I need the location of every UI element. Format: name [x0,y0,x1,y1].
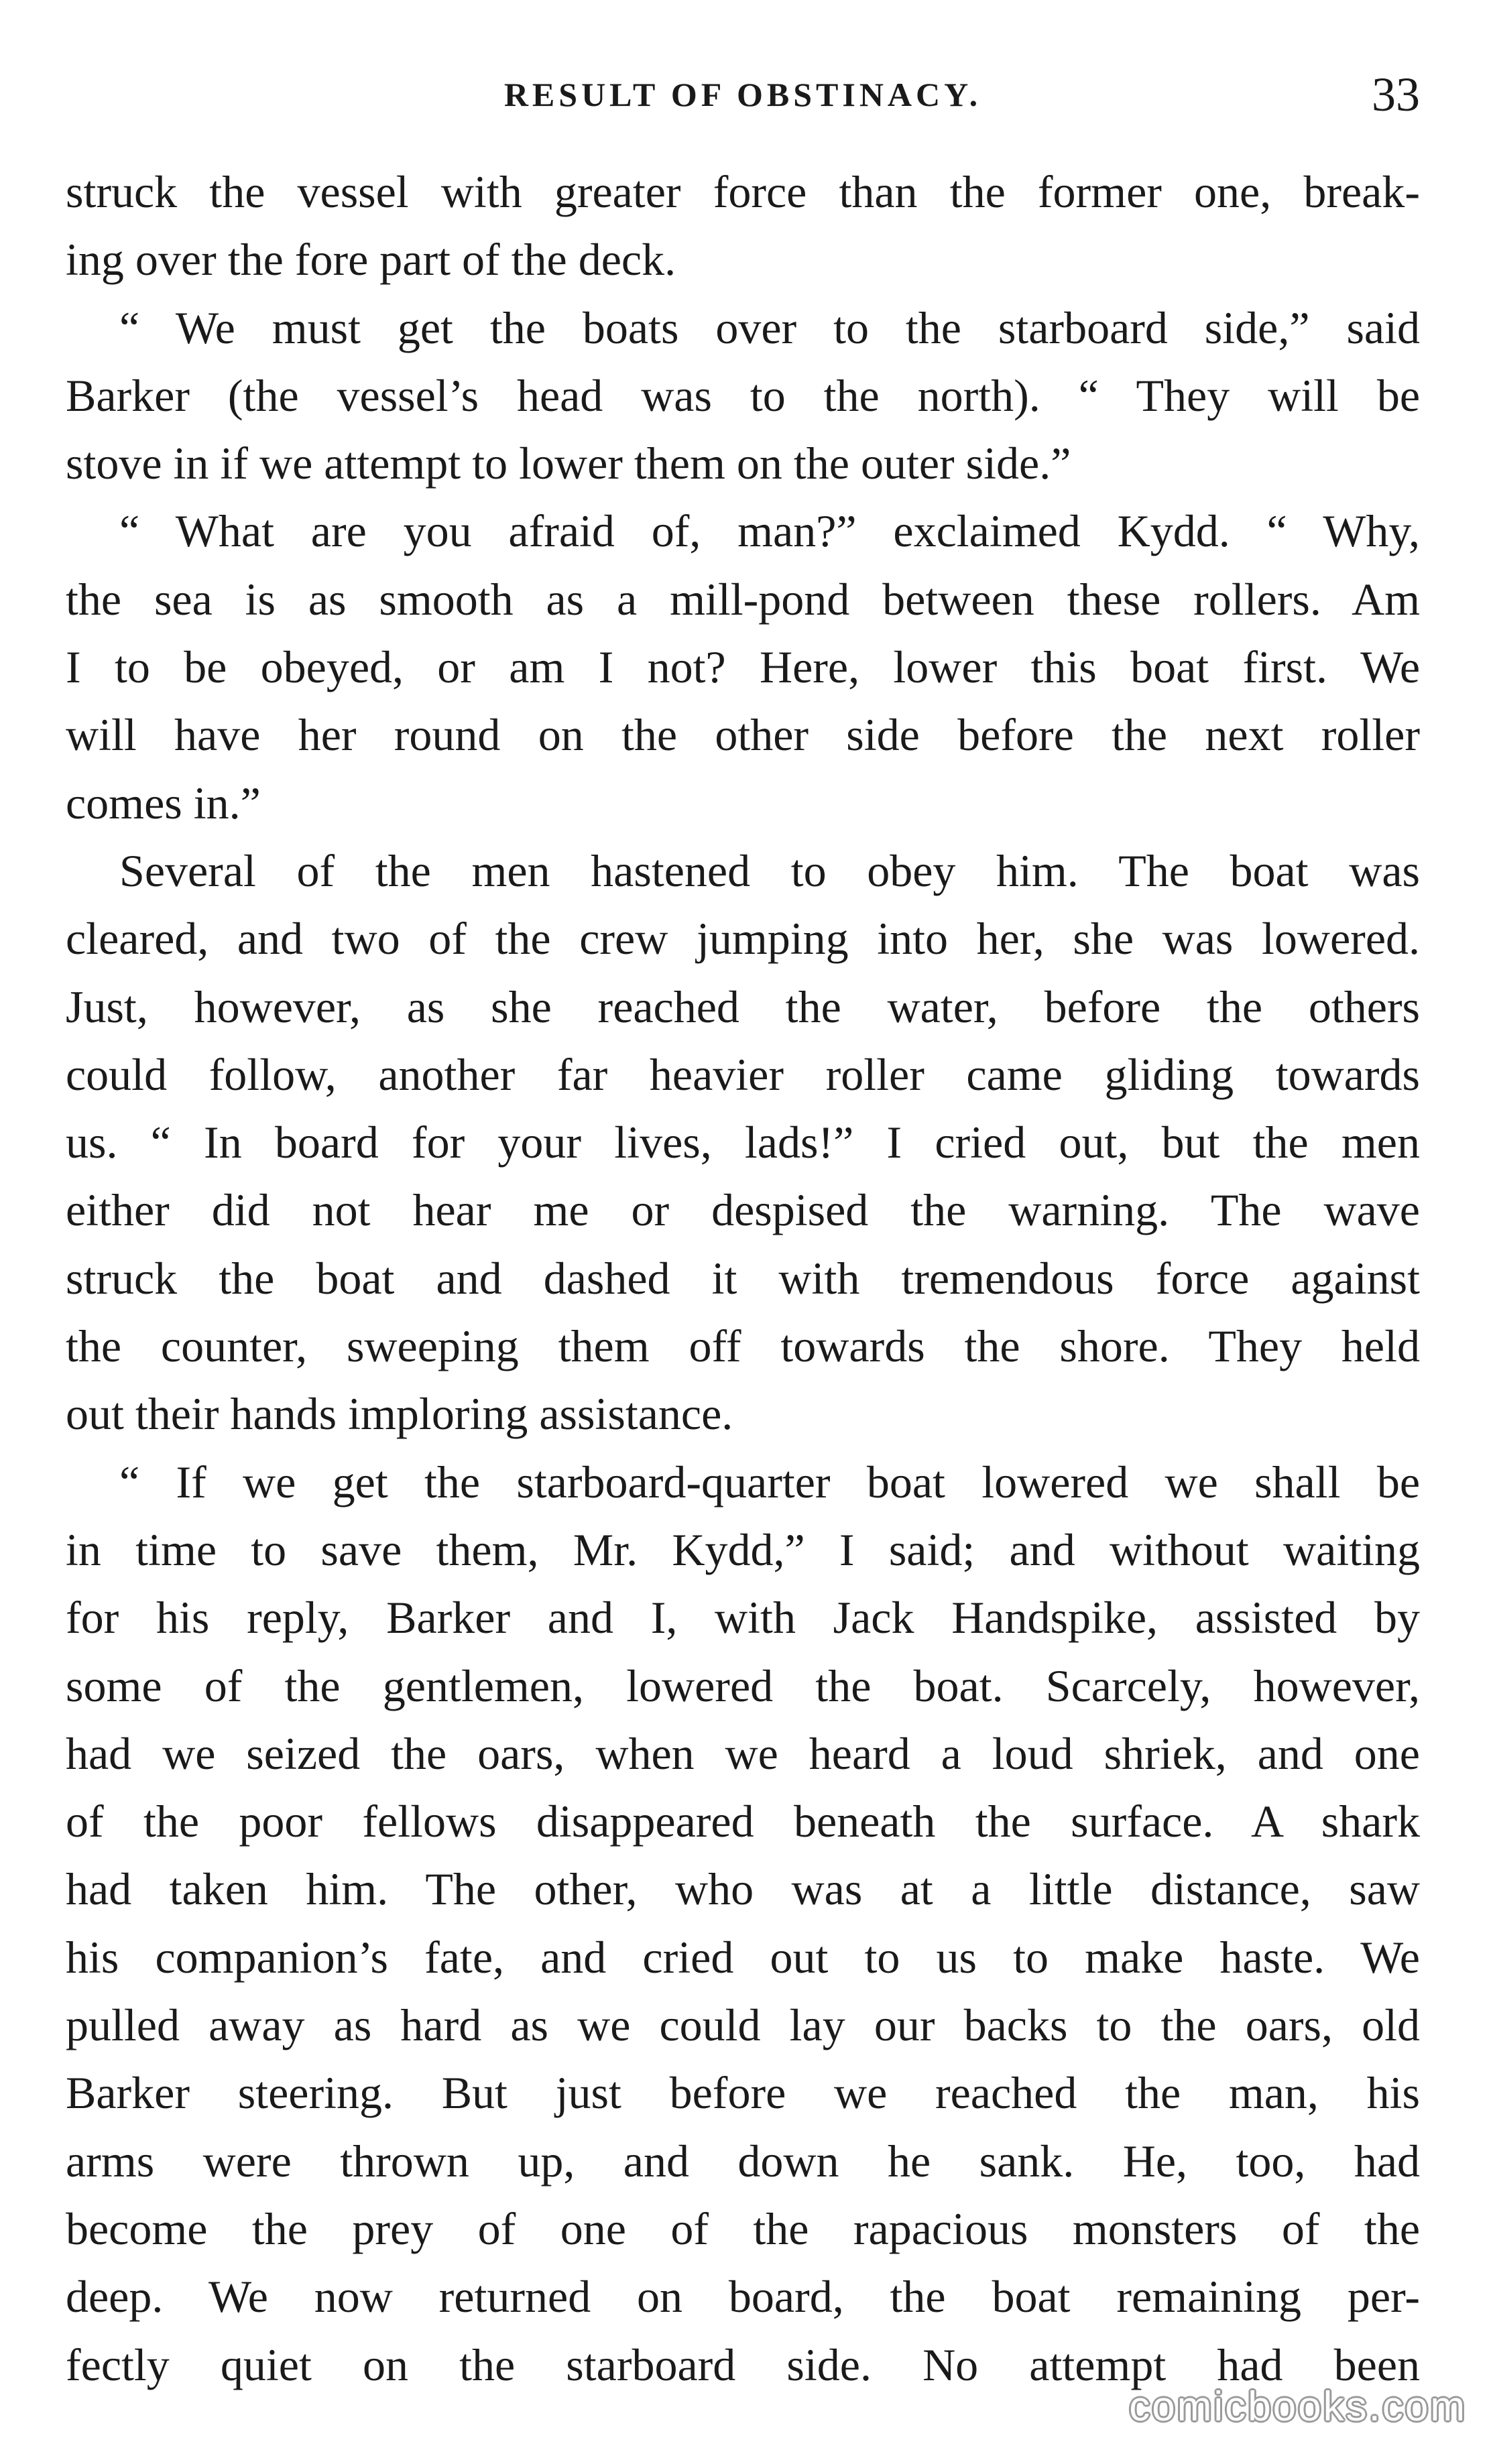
chapter-running-title: RESULT OF OBSTINACY. [503,76,982,113]
text-line: comes in.” [66,777,261,828]
text-line: Several of the men hastened to obey him. The boat was [119,845,1420,896]
text-line: ing over the fore part of the deck. [66,234,676,286]
text-line: the counter, sweeping them off towards the shore. They held [66,1320,1420,1372]
text-line: out their hands imploring assistance. [66,1388,733,1440]
text-line: in time to save them, Mr. Kydd,” I said; and without waiting [66,1524,1420,1575]
text-line: pulled away as hard as we could lay our backs to the oars, old [66,1999,1420,2051]
text-line: for his reply, Barker and I, with Jack Handspike, assisted by [66,1592,1420,1644]
text-line: will have her round on the other side before the next roller [66,709,1420,761]
text-line: deep. We now returned on board, the boat remaining per- [66,2271,1420,2323]
text-line: fectly quiet on the starboard side. No attempt had been [66,2339,1420,2390]
text-line: arms were thrown up, and down he sank. He, too, had [66,2135,1420,2186]
text-line: “ We must get the boats over to the starboard side,” said [119,302,1420,353]
text-line: the sea is as smooth as a mill-pond between these rollers. Am [66,573,1420,625]
text-line: “ What are you afraid of, man?” exclaimed Kydd. “ Why, [119,505,1420,557]
text-line: struck the boat and dashed it with tremendous force against [66,1252,1420,1304]
running-head [66,62,1420,122]
text-line: Barker steering. But just before we reached the man, his [66,2067,1420,2119]
text-line: become the prey of one of the rapacious monsters of the [66,2203,1420,2254]
site-watermark: comicbooks.com [1129,2384,1467,2430]
body-text [66,158,1420,2399]
text-line: cleared, and two of the crew jumping into her, she was lowered. [66,913,1420,965]
text-line: struck the vessel with greater force than the former one, break- [66,166,1420,217]
text-line: could follow, another far heavier roller came gliding towards [66,1048,1420,1100]
text-line: his companion’s fate, and cried out to us to make haste. We [66,1931,1420,1983]
text-line: some of the gentlemen, lowered the boat. Scarcely, however, [66,1660,1420,1711]
text-line: had taken him. The other, who was at a little distance, saw [66,1863,1420,1915]
text-line: had we seized the oars, when we heard a loud shriek, and one [66,1727,1420,1779]
text-line: stove in if we attempt to lower them on the outer side.” [66,438,1071,489]
text-line: Barker (the vessel’s head was to the north). “ They will be [66,369,1420,421]
text-line: us. “ In board for your lives, lads!” I cried out, but the men [66,1117,1420,1168]
page-number: 33 [1372,68,1420,121]
text-line: either did not hear me or despised the warning. The wave [66,1184,1420,1236]
text-line: Just, however, as she reached the water, before the others [66,981,1420,1032]
text-line: of the poor fellows disappeared beneath the surface. A shark [66,1796,1420,1847]
text-line: “ If we get the starboard-quarter boat lowered we shall be [119,1456,1420,1507]
text-line: I to be obeyed, or am I not? Here, lower this boat first. We [66,641,1420,693]
